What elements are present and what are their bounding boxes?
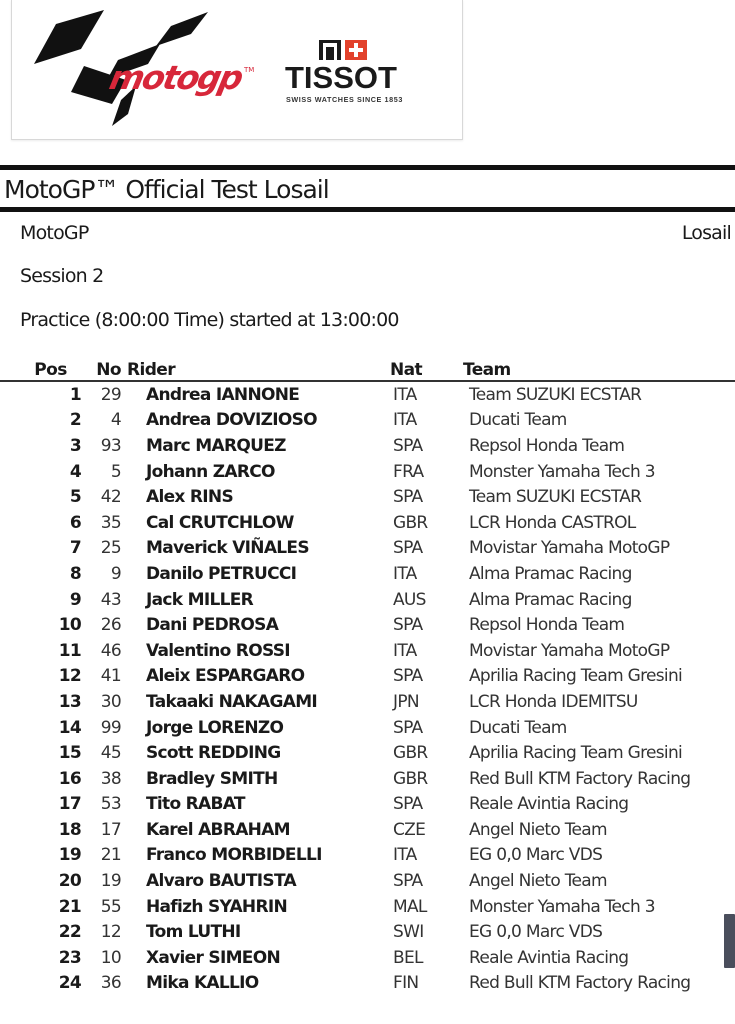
rider-name: Tito RABAT <box>146 794 245 815</box>
rider-number: 45 <box>100 743 121 764</box>
rider-name: Jack MILLER <box>146 589 254 610</box>
rider-number: 4 <box>110 410 121 431</box>
table-row <box>0 587 735 613</box>
rider-name: Valentino ROSSI <box>146 640 290 661</box>
practice-info: Practice (8:00:00 Time) started at 13:00:00 <box>20 309 399 331</box>
rider-name: Andrea IANNONE <box>146 384 300 405</box>
rider-position: 4 <box>69 461 81 482</box>
column-header-no: No <box>81 356 121 381</box>
rider-nationality: SPA <box>393 794 423 815</box>
rider-nationality: SPA <box>393 487 423 508</box>
title-rule-bottom <box>0 207 735 212</box>
rider-nationality: GBR <box>393 743 428 764</box>
rider-number: 9 <box>110 563 121 584</box>
swiss-cross-icon <box>345 40 367 60</box>
rider-nationality: ITA <box>393 845 417 866</box>
rider-number: 36 <box>100 973 121 994</box>
rider-position: 16 <box>58 768 81 789</box>
rider-name: Hafizh SYAHRIN <box>146 896 287 917</box>
rider-position: 1 <box>69 384 81 405</box>
rider-team: Repsol Honda Team <box>469 435 625 456</box>
tissot-t-icon <box>319 40 341 60</box>
table-row <box>0 561 735 587</box>
rider-name: Mika KALLIO <box>146 973 259 994</box>
rider-name: Tom LUTHI <box>146 922 241 943</box>
rider-nationality: SPA <box>393 538 423 559</box>
rider-name: Takaaki NAKAGAMI <box>146 691 318 712</box>
rider-number: 38 <box>100 768 121 789</box>
rider-number: 93 <box>100 435 121 456</box>
rider-nationality: SPA <box>393 871 423 892</box>
rider-nationality: ITA <box>393 563 417 584</box>
rider-nationality: ITA <box>393 384 417 405</box>
results-table <box>0 356 735 996</box>
table-row <box>0 715 735 741</box>
scrollbar-thumb[interactable] <box>724 914 735 968</box>
results-header-row <box>0 356 735 381</box>
rider-number: 10 <box>100 947 121 968</box>
rider-position: 2 <box>69 410 81 431</box>
motogp-logo-tm: TM <box>244 66 255 74</box>
rider-team: Angel Nieto Team <box>469 819 607 840</box>
rider-nationality: SPA <box>393 615 423 636</box>
rider-team: Angel Nieto Team <box>469 871 607 892</box>
tissot-emblem <box>319 40 367 62</box>
rider-position: 24 <box>58 973 81 994</box>
rider-nationality: BEL <box>393 947 423 968</box>
rider-name: Dani PEDROSA <box>146 615 279 636</box>
rider-nationality: SPA <box>393 717 423 738</box>
rider-position: 21 <box>58 896 81 917</box>
rider-name: Aleix ESPARGARO <box>146 666 305 687</box>
table-row <box>0 740 735 766</box>
rider-number: 25 <box>100 538 121 559</box>
rider-nationality: GBR <box>393 512 428 533</box>
rider-team: Red Bull KTM Factory Racing <box>469 973 691 994</box>
rider-nationality: JPN <box>393 691 419 712</box>
rider-position: 10 <box>58 615 81 636</box>
table-row <box>0 868 735 894</box>
motogp-logo-flag-block <box>34 10 104 64</box>
rider-position: 18 <box>58 819 81 840</box>
column-header-rider: Rider <box>121 356 390 381</box>
table-row <box>0 894 735 920</box>
rider-position: 12 <box>58 666 81 687</box>
table-row <box>0 381 735 408</box>
rider-name: Marc MARQUEZ <box>146 435 286 456</box>
rider-number: 21 <box>100 845 121 866</box>
rider-number: 46 <box>100 640 121 661</box>
table-row <box>0 510 735 536</box>
rider-number: 5 <box>110 461 121 482</box>
rider-nationality: SPA <box>393 666 423 687</box>
rider-position: 9 <box>69 589 81 610</box>
rider-position: 5 <box>69 487 81 508</box>
rider-team: LCR Honda CASTROL <box>469 512 636 533</box>
rider-team: Movistar Yamaha MotoGP <box>469 538 670 559</box>
table-row <box>0 971 735 997</box>
rider-team: Alma Pramac Racing <box>469 589 632 610</box>
rider-number: 26 <box>100 615 121 636</box>
table-row <box>0 536 735 562</box>
rider-number: 43 <box>100 589 121 610</box>
document-title: MotoGP™ Official Test Losail <box>4 175 329 204</box>
table-row <box>0 843 735 869</box>
rider-nationality: ITA <box>393 640 417 661</box>
rider-name: Andrea DOVIZIOSO <box>146 410 317 431</box>
rider-nationality: AUS <box>393 589 426 610</box>
rider-team: Monster Yamaha Tech 3 <box>469 461 655 482</box>
rider-position: 15 <box>58 743 81 764</box>
tissot-logo <box>274 38 424 108</box>
table-row <box>0 484 735 510</box>
rider-name: Alex RINS <box>146 487 233 508</box>
rider-nationality: SPA <box>393 435 423 456</box>
rider-number: 30 <box>100 691 121 712</box>
rider-nationality: ITA <box>393 410 417 431</box>
rider-number: 35 <box>100 512 121 533</box>
rider-number: 53 <box>100 794 121 815</box>
rider-name: Cal CRUTCHLOW <box>146 512 294 533</box>
rider-team: Monster Yamaha Tech 3 <box>469 896 655 917</box>
rider-team: Ducati Team <box>469 410 567 431</box>
table-row <box>0 945 735 971</box>
rider-nationality: MAL <box>393 896 427 917</box>
motogp-logo <box>26 4 256 130</box>
rider-team: Team SUZUKI ECSTAR <box>469 487 642 508</box>
rider-team: Reale Avintia Racing <box>469 794 629 815</box>
rider-position: 23 <box>58 947 81 968</box>
table-row <box>0 433 735 459</box>
rider-number: 19 <box>100 871 121 892</box>
rider-name: Jorge LORENZO <box>146 717 284 738</box>
rider-name: Scott REDDING <box>146 743 281 764</box>
rider-position: 3 <box>69 435 81 456</box>
rider-nationality: CZE <box>393 819 426 840</box>
rider-name: Alvaro BAUTISTA <box>146 871 297 892</box>
racing-class: MotoGP <box>20 222 89 244</box>
rider-position: 7 <box>69 538 81 559</box>
rider-name: Danilo PETRUCCI <box>146 563 297 584</box>
rider-nationality: FRA <box>393 461 424 482</box>
rider-number: 99 <box>100 717 121 738</box>
rider-number: 55 <box>100 896 121 917</box>
rider-name: Xavier SIMEON <box>146 947 280 968</box>
table-row <box>0 689 735 715</box>
column-header-pos: Pos <box>0 356 81 381</box>
rider-team: Aprilia Racing Team Gresini <box>469 743 683 764</box>
session-label: Session 2 <box>20 265 104 287</box>
table-row <box>0 638 735 664</box>
rider-name: Maverick VIÑALES <box>146 538 309 559</box>
rider-position: 6 <box>69 512 81 533</box>
motogp-logo-wordmark: motogp <box>106 58 246 97</box>
motogp-logo-flag-block <box>156 12 208 46</box>
table-row <box>0 817 735 843</box>
title-rule-top <box>0 165 735 170</box>
table-row <box>0 766 735 792</box>
tissot-tagline: SWISS WATCHES SINCE 1853 <box>286 95 403 104</box>
rider-team: LCR Honda IDEMITSU <box>469 691 638 712</box>
rider-name: Bradley SMITH <box>146 768 278 789</box>
rider-number: 42 <box>100 487 121 508</box>
table-row <box>0 459 735 485</box>
rider-team: Team SUZUKI ECSTAR <box>469 384 642 405</box>
rider-number: 17 <box>100 819 121 840</box>
rider-team: EG 0,0 Marc VDS <box>469 922 603 943</box>
rider-position: 13 <box>58 691 81 712</box>
rider-team: Aprilia Racing Team Gresini <box>469 666 683 687</box>
rider-number: 41 <box>100 666 121 687</box>
tissot-wordmark: TISSOT <box>285 60 397 95</box>
rider-nationality: SWI <box>393 922 424 943</box>
rider-team: Reale Avintia Racing <box>469 947 629 968</box>
table-row <box>0 792 735 818</box>
rider-position: 17 <box>58 794 81 815</box>
rider-position: 11 <box>58 640 81 661</box>
rider-position: 20 <box>58 871 81 892</box>
table-row <box>0 408 735 434</box>
sponsor-logo-banner <box>11 0 463 140</box>
table-row <box>0 612 735 638</box>
rider-nationality: FIN <box>393 973 419 994</box>
rider-name: Franco MORBIDELLI <box>146 845 322 866</box>
rider-team: Ducati Team <box>469 717 567 738</box>
circuit-name: Losail <box>681 222 731 244</box>
rider-number: 12 <box>100 922 121 943</box>
rider-name: Johann ZARCO <box>146 461 275 482</box>
rider-position: 22 <box>58 922 81 943</box>
rider-position: 8 <box>69 563 81 584</box>
rider-name: Karel ABRAHAM <box>146 819 290 840</box>
table-row <box>0 664 735 690</box>
column-header-team: Team <box>463 356 735 381</box>
rider-team: Movistar Yamaha MotoGP <box>469 640 670 661</box>
rider-team: EG 0,0 Marc VDS <box>469 845 603 866</box>
rider-number: 29 <box>100 384 121 405</box>
rider-position: 14 <box>58 717 81 738</box>
rider-team: Repsol Honda Team <box>469 615 625 636</box>
column-header-nat: Nat <box>390 356 463 381</box>
rider-nationality: GBR <box>393 768 428 789</box>
table-row <box>0 919 735 945</box>
rider-position: 19 <box>58 845 81 866</box>
rider-team: Red Bull KTM Factory Racing <box>469 768 691 789</box>
rider-team: Alma Pramac Racing <box>469 563 632 584</box>
